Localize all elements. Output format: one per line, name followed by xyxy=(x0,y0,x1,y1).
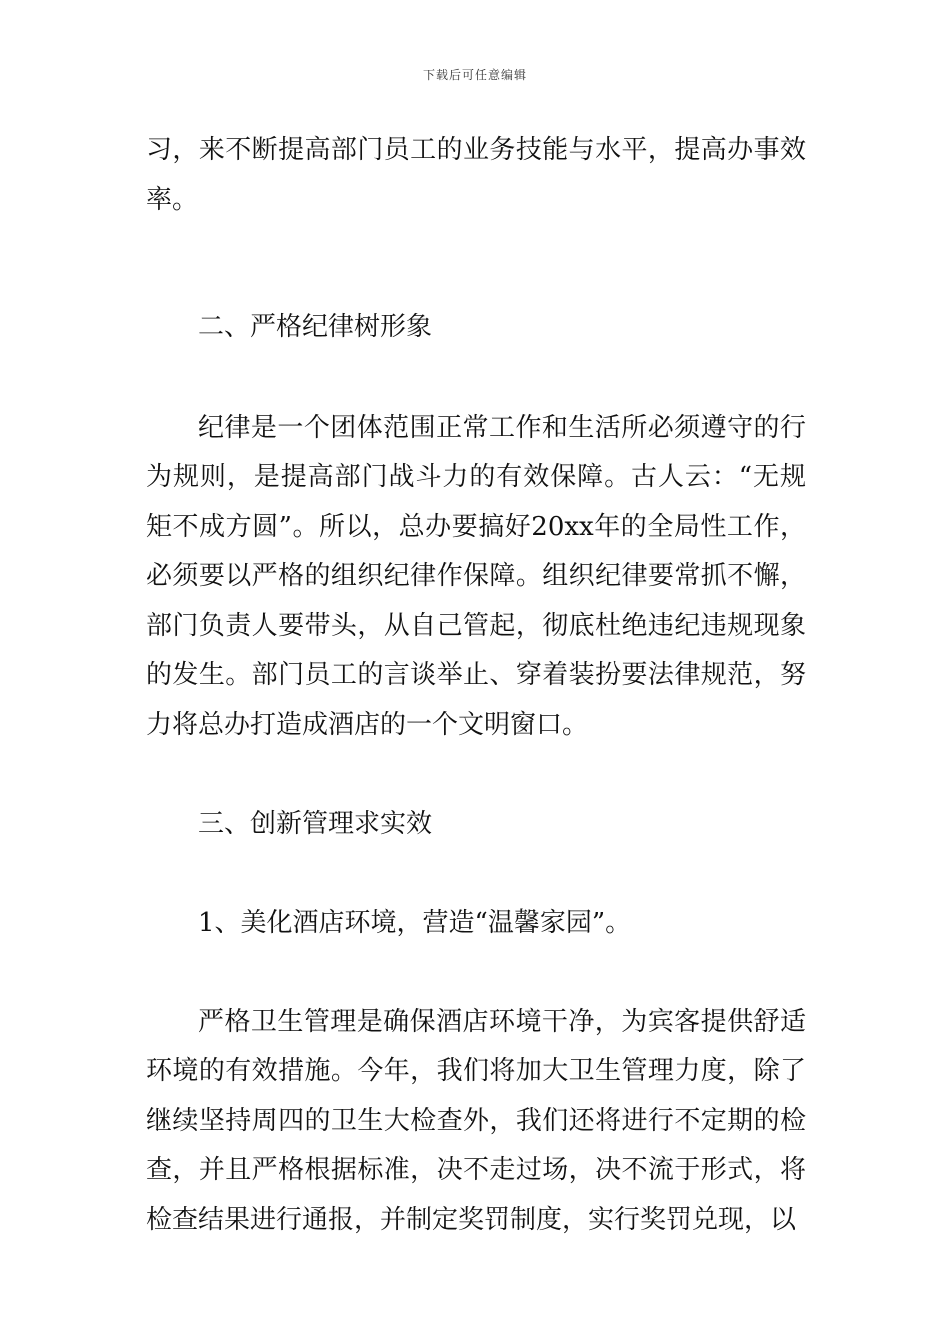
spacer xyxy=(146,225,806,275)
subheading-environment: 1、美化酒店环境，营造“温馨家园”。 xyxy=(198,907,632,938)
document-body xyxy=(146,126,806,1245)
section-heading-discipline: 二、严格纪律树形象 xyxy=(198,311,433,342)
spacer xyxy=(146,275,806,303)
section-heading-management: 三、创新管理求实效 xyxy=(198,808,433,839)
spacer xyxy=(146,750,806,800)
spacer xyxy=(146,948,806,998)
spacer xyxy=(146,849,806,899)
paragraph-discipline: 纪律是一个团体范围正常工作和生活所必须遵守的行为规则，是提高部门战斗力的有效保障。古人云：“无规矩不成方圆”。所以，总办要搞好20xx年的全局性工作，必须要以严格的组织纪律作保障。组织纪律要常抓不懈，部门负责人要带头，从自己管起，彻底杜绝违纪违规现象的发生。部门员工的言谈举止、穿着装扮要法律规范，努力将总办打造成酒店的一个文明窗口。 xyxy=(146,412,806,740)
header-note: 下载后可任意编辑 xyxy=(422,68,527,82)
spacer xyxy=(146,352,806,402)
paragraph-hygiene: 严格卫生管理是确保酒店环境干净，为宾客提供舒适环境的有效措施。今年，我们将加大卫生管理力度，除了继续坚持周四的卫生大检查外，我们还将进行不定期的检查，并且严格根据标准，决不走过场，决不流于形式，将检查结果进行通报，并制定奖罚制度，实行奖罚兑现，以 xyxy=(146,1006,806,1235)
paragraph-continuation: 习，来不断提高部门员工的业务技能与水平，提高办事效率。 xyxy=(146,135,806,215)
